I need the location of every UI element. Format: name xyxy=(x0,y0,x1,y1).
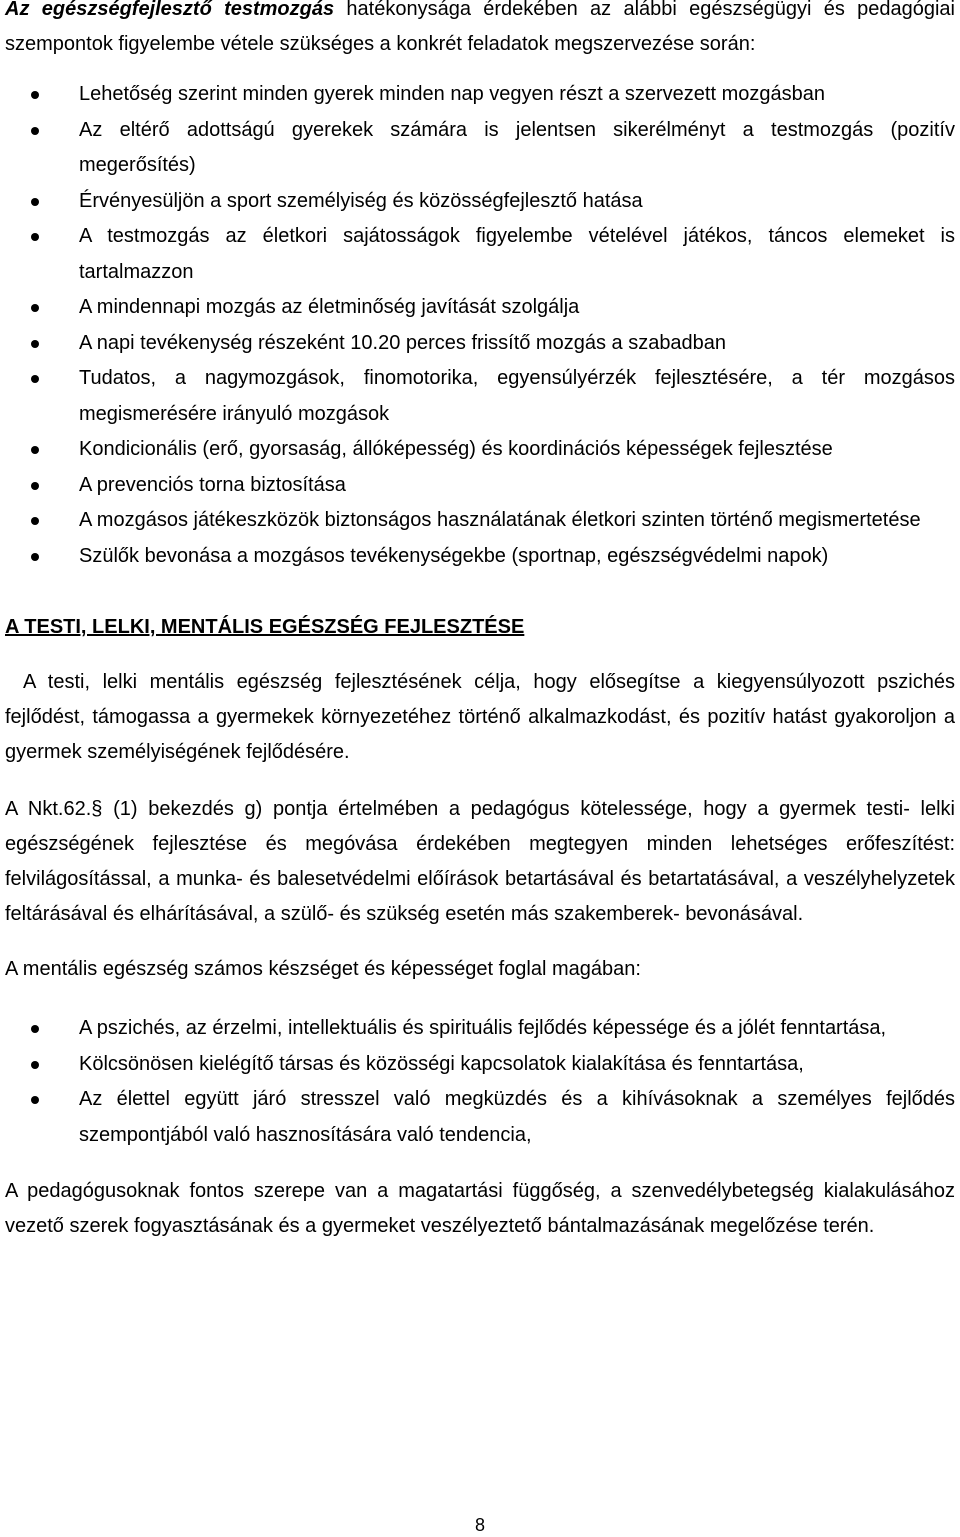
list-item: A testmozgás az életkori sajátosságok figyelembe vételével játékos, táncos elemeket is tartalmazzon xyxy=(5,219,955,290)
list-item: Érvényesüljön a sport személyiség és közösségfejlesztő hatása xyxy=(5,184,955,220)
list-item: Lehetőség szerint minden gyerek minden nap vegyen részt a szervezett mozgásban xyxy=(5,77,955,113)
intro-bold-lead: Az egészségfejlesztő testmozgás xyxy=(5,0,335,20)
list-item: A napi tevékenység részeként 10.20 perces frissítő mozgás a szabadban xyxy=(5,326,955,362)
list-item: Szülők bevonása a mozgásos tevékenységekbe (sportnap, egészségvédelmi napok) xyxy=(5,539,955,575)
list-item: Az élettel együtt járó stresszel való megküzdés és a kihívásoknak a személyes fejlődés szempontjából való hasznosítására való tendencia, xyxy=(5,1082,955,1153)
list-item: A mozgásos játékeszközök biztonságos használatának életkori szinten történő megismertetése xyxy=(5,503,955,539)
intro-paragraph xyxy=(5,0,955,62)
paragraph-educators: A pedagógusoknak fontos szerepe van a magatartási függőség, a szenvedélybetegség kialakulásához vezető szerek fogyasztásának és a gyermeket veszélyeztető bántalmazásának megelőzése terén. xyxy=(5,1180,955,1237)
list-item: Kondicionális (erő, gyorsaság, állóképesség) és koordinációs képességek fejlesztése xyxy=(5,432,955,468)
section-heading: A TESTI, LELKI, MENTÁLIS EGÉSZSÉG FEJLESZTÉSE xyxy=(5,616,525,638)
mental-health-list xyxy=(5,1011,955,1153)
paragraph-law: A Nkt.62.§ (1) bekezdés g) pontja értelmében a pedagógus kötelessége, hogy a gyermek testi- lelki egészségének fejlesztése és megóvása érdekében megtegyen minden lehetséges erőfeszítést: felvilágosítással, a munka- és balesetvédelmi előírások betartásával és betartatásával, a veszélyhelyzetek feltárásával és elhárításával, a szülő- és szükség esetén más szakemberek- bevonásával. xyxy=(5,798,955,925)
intro-text: hatékonysága érdekében az alábbi egészségügyi és pedagógiai szempontok figyelembe vétele szükséges a konkrét feladatok megszervezése során: xyxy=(5,0,956,55)
list-item: A prevenciós torna biztosítása xyxy=(5,468,955,504)
paragraph-goal: A testi, lelki mentális egészség fejlesztésének célja, hogy elősegítse a kiegyensúlyozott pszichés fejlődést, támogassa a gyermekek környezetéhez történő alkalmazkodást, és pozitív hatást gyakoroljon a gyermek személyiségének fejlődésére. xyxy=(5,671,955,763)
list-item: Tudatos, a nagymozgások, finomotorika, egyensúlyérzék fejlesztésére, a tér mozgásos megismerésére irányuló mozgások xyxy=(5,361,955,432)
document-page xyxy=(5,0,955,1244)
list-item: A mindennapi mozgás az életminőség javítását szolgálja xyxy=(5,290,955,326)
page-number: 8 xyxy=(474,1515,485,1535)
list-item: A pszichés, az érzelmi, intellektuális és spirituális fejlődés képessége és a jólét fenntartása, xyxy=(5,1011,955,1047)
list-item: Az eltérő adottságú gyerekek számára is jelentsen sikerélményt a testmozgás (pozitív megerősítés) xyxy=(5,113,955,184)
paragraph-mental-intro: A mentális egészség számos készséget és képességet foglal magában: xyxy=(5,958,641,980)
health-criteria-list xyxy=(5,77,955,574)
list-item: Kölcsönösen kielégítő társas és közösségi kapcsolatok kialakítása és fenntartása, xyxy=(5,1047,955,1083)
